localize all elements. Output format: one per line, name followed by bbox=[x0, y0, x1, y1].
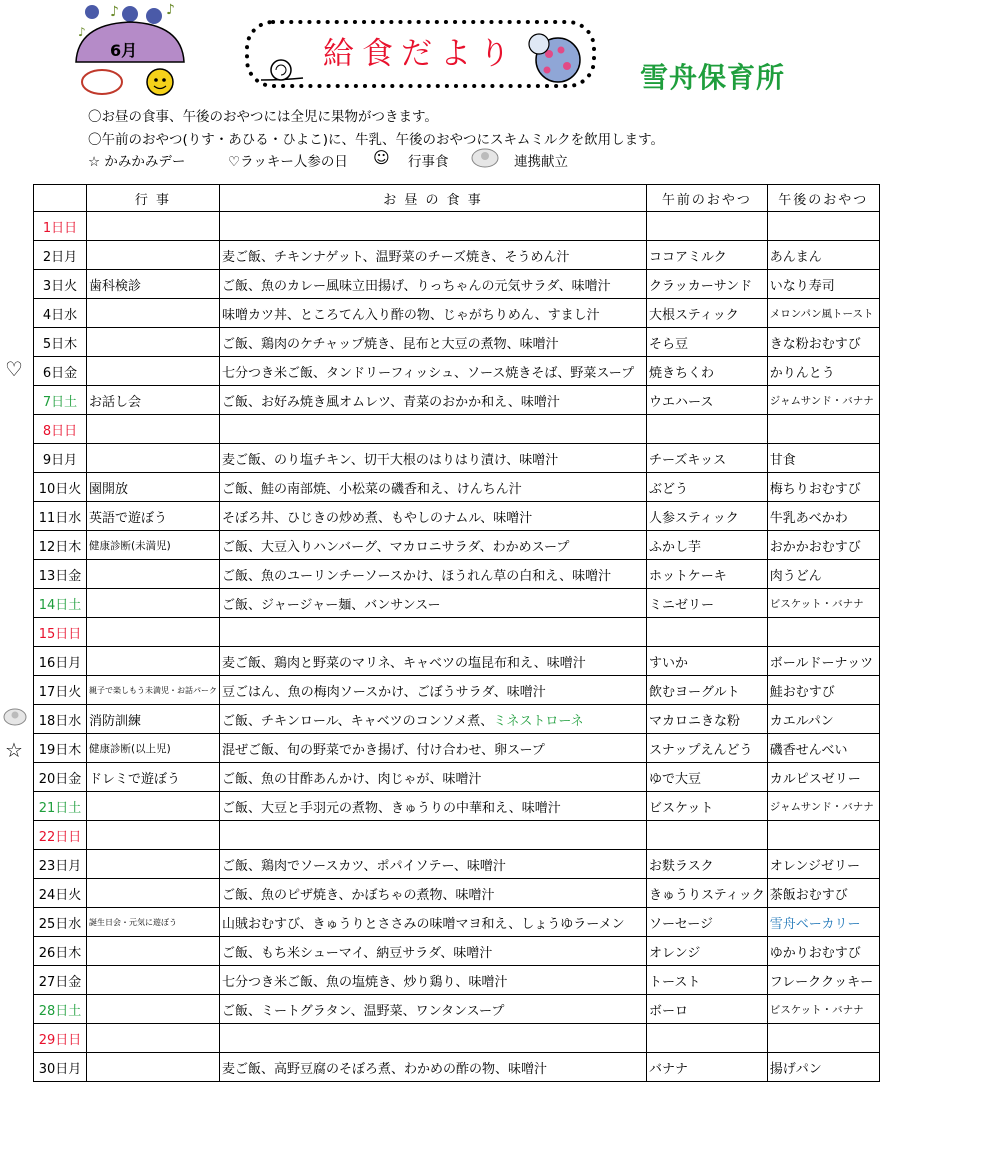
am-snack-cell: 大根スティック bbox=[647, 299, 768, 328]
table-row bbox=[34, 850, 880, 879]
lunch-cell bbox=[220, 241, 647, 270]
heart-mark: ♡ bbox=[5, 357, 23, 381]
table-row bbox=[34, 763, 880, 792]
am-snack-cell: ホットケーキ bbox=[647, 560, 768, 589]
pm-snack-cell: カエルパン bbox=[767, 705, 879, 734]
header-lunch: お 昼 の 食 事 bbox=[220, 185, 647, 212]
lunch-cell bbox=[220, 1024, 647, 1053]
header-event: 行 事 bbox=[87, 185, 220, 212]
date-cell: 11日水 bbox=[34, 502, 87, 531]
am-snack-cell bbox=[647, 821, 768, 850]
lunch-text: ご飯、チキンロール、キャベツのコンソメ煮、 bbox=[222, 713, 494, 729]
lunch-text: 麦ご飯、鶏肉と野菜のマリネ、キャベツの塩昆布和え、味噌汁 bbox=[222, 655, 586, 671]
date-cell: 23日月 bbox=[34, 850, 87, 879]
am-snack-cell bbox=[647, 415, 768, 444]
lunch-text: ご飯、魚のカレー風味立田揚げ、りっちゃんの元気サラダ、味噌汁 bbox=[222, 278, 611, 294]
grape-icon bbox=[146, 8, 162, 24]
lunch-cell bbox=[220, 386, 647, 415]
pm-snack-cell: 鮭おむすび bbox=[767, 676, 879, 705]
am-snack-cell: すいか bbox=[647, 647, 768, 676]
event-cell bbox=[87, 444, 220, 473]
lunch-cell bbox=[220, 937, 647, 966]
event-cell bbox=[87, 415, 220, 444]
lunch-extra-text: ミネストローネ bbox=[493, 713, 584, 729]
lunch-cell bbox=[220, 502, 647, 531]
lunch-cell bbox=[220, 995, 647, 1024]
smile-icon: ☺ bbox=[373, 148, 390, 167]
fairy-icon bbox=[2, 706, 28, 732]
svg-text:♪: ♪ bbox=[78, 25, 86, 39]
pm-snack-cell: カルピスゼリー bbox=[767, 763, 879, 792]
pm-snack-cell: 梅ちりおむすび bbox=[767, 473, 879, 502]
lunch-cell bbox=[220, 705, 647, 734]
date-cell: 30日月 bbox=[34, 1053, 87, 1082]
date-cell: 12日木 bbox=[34, 531, 87, 560]
lunch-text: 豆ごはん、魚の梅肉ソースかけ、ごぼうサラダ、味噌汁 bbox=[222, 684, 546, 700]
date-cell: 22日日 bbox=[34, 821, 87, 850]
am-snack-cell: ボーロ bbox=[647, 995, 768, 1024]
table-row bbox=[34, 473, 880, 502]
header-date bbox=[34, 185, 87, 212]
event-cell: お話し会 bbox=[87, 386, 220, 415]
date-cell: 14日土 bbox=[34, 589, 87, 618]
lunch-text: 混ぜご飯、旬の野菜でかき揚げ、付け合わせ、卵スープ bbox=[222, 742, 545, 758]
lunch-cell bbox=[220, 618, 647, 647]
event-cell bbox=[87, 966, 220, 995]
event-cell bbox=[87, 589, 220, 618]
table-row bbox=[34, 560, 880, 589]
pm-snack-cell bbox=[767, 1024, 879, 1053]
table-header-row bbox=[34, 185, 880, 212]
title-banner bbox=[243, 18, 598, 90]
lunch-text: 山賊おむすび、きゅうりとささみの味噌マヨ和え、しょうゆラーメン bbox=[222, 916, 625, 932]
date-cell: 28日土 bbox=[34, 995, 87, 1024]
am-snack-cell: ココアミルク bbox=[647, 241, 768, 270]
event-cell: 健康診断(未満児) bbox=[87, 531, 220, 560]
table-row bbox=[34, 879, 880, 908]
header-am-snack: 午前のおやつ bbox=[647, 185, 768, 212]
lunch-cell bbox=[220, 966, 647, 995]
legend-kamikami: ☆ かみかみデー bbox=[88, 154, 186, 170]
am-snack-cell bbox=[647, 212, 768, 241]
table-row bbox=[34, 618, 880, 647]
lunch-text: 麦ご飯、高野豆腐のそぼろ煮、わかめの酢の物、味噌汁 bbox=[222, 1061, 548, 1077]
table-row bbox=[34, 908, 880, 937]
am-snack-cell: 飲むヨーグルト bbox=[647, 676, 768, 705]
am-snack-cell: きゅうりスティック bbox=[647, 879, 768, 908]
lunch-text: ご飯、鶏肉のケチャップ焼き、昆布と大豆の煮物、味噌汁 bbox=[222, 336, 559, 352]
lunch-cell bbox=[220, 531, 647, 560]
table-row bbox=[34, 647, 880, 676]
lunch-cell bbox=[220, 763, 647, 792]
am-snack-cell: バナナ bbox=[647, 1053, 768, 1082]
lunch-text: ご飯、魚のピザ焼き、かぼちゃの煮物、味噌汁 bbox=[222, 887, 495, 903]
date-cell: 3日火 bbox=[34, 270, 87, 299]
legend-lucky-carrot: ♡ラッキー人参の日 bbox=[228, 154, 348, 170]
legend-renkei: 連携献立 bbox=[514, 154, 568, 170]
event-cell bbox=[87, 618, 220, 647]
pm-snack-cell: ゆかりおむすび bbox=[767, 937, 879, 966]
lunch-text: 味噌カツ丼、ところてん入り酢の物、じゃがちりめん、すまし汁 bbox=[222, 307, 600, 323]
svg-text:♪: ♪ bbox=[110, 4, 119, 20]
am-snack-cell: ぶどう bbox=[647, 473, 768, 502]
date-cell: 7日土 bbox=[34, 386, 87, 415]
event-cell bbox=[87, 1053, 220, 1082]
lunch-text: ご飯、ジャージャー麺、バンサンスー bbox=[222, 597, 441, 613]
event-cell bbox=[87, 560, 220, 589]
am-snack-cell: 焼きちくわ bbox=[647, 357, 768, 386]
lunch-cell bbox=[220, 299, 647, 328]
legend-event-meal: 行事食 bbox=[408, 154, 449, 170]
table-row bbox=[34, 531, 880, 560]
pm-snack-cell: いなり寿司 bbox=[767, 270, 879, 299]
page-title: 給食だより bbox=[323, 36, 518, 72]
event-cell bbox=[87, 995, 220, 1024]
event-cell bbox=[87, 647, 220, 676]
lunch-cell bbox=[220, 473, 647, 502]
event-cell bbox=[87, 937, 220, 966]
date-cell: 13日金 bbox=[34, 560, 87, 589]
event-cell bbox=[87, 212, 220, 241]
fairy-icon bbox=[470, 146, 500, 174]
note-milk: 〇午前のおやつ(りす・あひる・ひよこ)に、牛乳、午後のおやつにスキムミルクを飲用します。 bbox=[88, 132, 665, 148]
event-cell: 誕生日会・元気に遊ぼう bbox=[87, 908, 220, 937]
table-row bbox=[34, 357, 880, 386]
pm-snack-cell: 肉うどん bbox=[767, 560, 879, 589]
event-cell: 消防訓練 bbox=[87, 705, 220, 734]
event-cell: 園開放 bbox=[87, 473, 220, 502]
date-cell: 10日火 bbox=[34, 473, 87, 502]
event-cell bbox=[87, 1024, 220, 1053]
event-cell: 健康診断(以上児) bbox=[87, 734, 220, 763]
svg-text:♪: ♪ bbox=[166, 2, 175, 18]
grape-icon bbox=[85, 5, 99, 19]
date-cell: 29日日 bbox=[34, 1024, 87, 1053]
lunch-text: そぼろ丼、ひじきの炒め煮、もやしのナムル、味噌汁 bbox=[222, 510, 533, 526]
header-pm-snack: 午後のおやつ bbox=[767, 185, 879, 212]
pm-snack-cell: メロンパン風トースト bbox=[767, 299, 879, 328]
event-cell bbox=[87, 850, 220, 879]
table-row bbox=[34, 415, 880, 444]
event-cell: 歯科検診 bbox=[87, 270, 220, 299]
umbrella-logo bbox=[72, 2, 192, 98]
school-name: 雪舟保育所 bbox=[640, 61, 786, 94]
pm-snack-cell: きな粉おむすび bbox=[767, 328, 879, 357]
lunch-text: ご飯、お好み焼き風オムレツ、青菜のおかか和え、味噌汁 bbox=[222, 394, 560, 410]
table-row bbox=[34, 589, 880, 618]
am-snack-cell: ゆで大豆 bbox=[647, 763, 768, 792]
table-row bbox=[34, 734, 880, 763]
table-row bbox=[34, 212, 880, 241]
pm-snack-cell: かりんとう bbox=[767, 357, 879, 386]
pm-snack-cell: 甘食 bbox=[767, 444, 879, 473]
table-row bbox=[34, 792, 880, 821]
lunch-cell bbox=[220, 734, 647, 763]
am-snack-cell: ミニゼリー bbox=[647, 589, 768, 618]
lunch-text: ご飯、鶏肉でソースカツ、ポパイソテー、味噌汁 bbox=[222, 858, 506, 874]
table-row bbox=[34, 705, 880, 734]
table-row bbox=[34, 502, 880, 531]
lunch-cell bbox=[220, 270, 647, 299]
lunch-text: 麦ご飯、チキンナゲット、温野菜のチーズ焼き、そうめん汁 bbox=[222, 249, 570, 265]
table-row bbox=[34, 299, 880, 328]
lunch-cell bbox=[220, 328, 647, 357]
pm-snack-cell bbox=[767, 212, 879, 241]
pm-snack-cell: 揚げパン bbox=[767, 1053, 879, 1082]
event-cell bbox=[87, 241, 220, 270]
am-snack-cell: 人参スティック bbox=[647, 502, 768, 531]
pm-snack-cell: フレーククッキー bbox=[767, 966, 879, 995]
lunch-cell bbox=[220, 676, 647, 705]
pm-snack-cell: 牛乳あべかわ bbox=[767, 502, 879, 531]
date-cell: 8日日 bbox=[34, 415, 87, 444]
pm-snack-cell: ビスケット・バナナ bbox=[767, 589, 879, 618]
pm-snack-cell: 磯香せんべい bbox=[767, 734, 879, 763]
lunch-text: 七分つき米ご飯、魚の塩焼き、炒り鶏り、味噌汁 bbox=[222, 974, 508, 990]
am-snack-cell: チーズキッス bbox=[647, 444, 768, 473]
lunch-text: ご飯、ミートグラタン、温野菜、ワンタンスープ bbox=[222, 1003, 505, 1019]
am-snack-cell: ソーセージ bbox=[647, 908, 768, 937]
grape-icon bbox=[122, 6, 138, 22]
table-row bbox=[34, 386, 880, 415]
am-snack-cell bbox=[647, 618, 768, 647]
lunch-cell bbox=[220, 589, 647, 618]
am-snack-cell: マカロニきな粉 bbox=[647, 705, 768, 734]
am-snack-cell: スナップえんどう bbox=[647, 734, 768, 763]
lunch-cell bbox=[220, 647, 647, 676]
lunch-cell bbox=[220, 357, 647, 386]
pm-snack-cell: おかかおむすび bbox=[767, 531, 879, 560]
pm-snack-cell: 茶飯おむすび bbox=[767, 879, 879, 908]
date-cell: 5日木 bbox=[34, 328, 87, 357]
date-cell: 26日木 bbox=[34, 937, 87, 966]
pm-snack-cell: 雪舟ベーカリー bbox=[767, 908, 879, 937]
am-snack-cell: クラッカーサンド bbox=[647, 270, 768, 299]
pm-snack-cell: ジャムサンド・バナナ bbox=[767, 386, 879, 415]
lunch-text: ご飯、もち米シューマイ、納豆サラダ、味噌汁 bbox=[222, 945, 493, 961]
month-label: 6月 bbox=[110, 41, 138, 60]
lunch-cell bbox=[220, 850, 647, 879]
date-cell: 25日水 bbox=[34, 908, 87, 937]
event-cell bbox=[87, 328, 220, 357]
date-cell: 15日日 bbox=[34, 618, 87, 647]
table-row bbox=[34, 821, 880, 850]
date-cell: 17日火 bbox=[34, 676, 87, 705]
table-row bbox=[34, 937, 880, 966]
am-snack-cell bbox=[647, 1024, 768, 1053]
am-snack-cell: オレンジ bbox=[647, 937, 768, 966]
event-cell bbox=[87, 357, 220, 386]
table-row bbox=[34, 270, 880, 299]
date-cell: 24日火 bbox=[34, 879, 87, 908]
event-cell bbox=[87, 792, 220, 821]
date-cell: 27日金 bbox=[34, 966, 87, 995]
pm-snack-cell: ジャムサンド・バナナ bbox=[767, 792, 879, 821]
event-cell: ドレミで遊ぼう bbox=[87, 763, 220, 792]
note-fruit: 〇お昼の食事、午後のおやつには全児に果物がつきます。 bbox=[88, 109, 438, 125]
date-cell: 21日土 bbox=[34, 792, 87, 821]
table-row bbox=[34, 1024, 880, 1053]
am-snack-cell: ウエハース bbox=[647, 386, 768, 415]
lunch-cell bbox=[220, 879, 647, 908]
pm-snack-cell: ビスケット・バナナ bbox=[767, 995, 879, 1024]
lunch-text: ご飯、鮭の南部焼、小松菜の磯香和え、けんちん汁 bbox=[222, 481, 522, 497]
date-cell: 20日金 bbox=[34, 763, 87, 792]
lunch-cell bbox=[220, 908, 647, 937]
am-snack-cell: そら豆 bbox=[647, 328, 768, 357]
table-row bbox=[34, 328, 880, 357]
lunch-cell bbox=[220, 792, 647, 821]
event-cell bbox=[87, 879, 220, 908]
table-row bbox=[34, 966, 880, 995]
am-snack-cell: お麩ラスク bbox=[647, 850, 768, 879]
lunch-cell bbox=[220, 444, 647, 473]
lunch-text: ご飯、大豆と手羽元の煮物、きゅうりの中華和え、味噌汁 bbox=[222, 800, 561, 816]
pm-snack-cell: あんまん bbox=[767, 241, 879, 270]
table-row bbox=[34, 241, 880, 270]
event-cell: 英語で遊ぼう bbox=[87, 502, 220, 531]
date-cell: 1日日 bbox=[34, 212, 87, 241]
date-cell: 18日水 bbox=[34, 705, 87, 734]
am-snack-cell: ビスケット bbox=[647, 792, 768, 821]
pm-snack-cell bbox=[767, 618, 879, 647]
lunch-text: 麦ご飯、のり塩チキン、切干大根のはりはり漬け、味噌汁 bbox=[222, 452, 559, 468]
date-cell: 6日金 bbox=[34, 357, 87, 386]
lunch-text: 七分つき米ご飯、タンドリーフィッシュ、ソース焼きそば、野菜スープ bbox=[222, 365, 635, 381]
event-cell bbox=[87, 299, 220, 328]
event-cell: 親子で楽しもう未満児・お話パーク bbox=[87, 676, 220, 705]
table-row bbox=[34, 1053, 880, 1082]
date-cell: 16日月 bbox=[34, 647, 87, 676]
lunch-cell bbox=[220, 415, 647, 444]
star-mark: ☆ bbox=[5, 738, 23, 762]
am-snack-cell: ふかし芋 bbox=[647, 531, 768, 560]
event-cell bbox=[87, 821, 220, 850]
menu-table bbox=[33, 184, 880, 1082]
table-row bbox=[34, 444, 880, 473]
lunch-text: ご飯、魚の甘酢あんかけ、肉じゃが、味噌汁 bbox=[222, 771, 482, 787]
pm-snack-cell bbox=[767, 415, 879, 444]
date-cell: 4日水 bbox=[34, 299, 87, 328]
pm-snack-cell bbox=[767, 821, 879, 850]
pm-snack-cell: ボールドーナッツ bbox=[767, 647, 879, 676]
pm-snack-cell: オレンジゼリー bbox=[767, 850, 879, 879]
date-cell: 9日月 bbox=[34, 444, 87, 473]
lunch-text: ご飯、魚のユーリンチーソースかけ、ほうれん草の白和え、味噌汁 bbox=[222, 568, 612, 584]
lunch-cell bbox=[220, 1053, 647, 1082]
lunch-cell bbox=[220, 560, 647, 589]
date-cell: 2日月 bbox=[34, 241, 87, 270]
lunch-cell bbox=[220, 821, 647, 850]
am-snack-cell: トースト bbox=[647, 966, 768, 995]
table-row bbox=[34, 995, 880, 1024]
lunch-cell bbox=[220, 212, 647, 241]
lunch-text: ご飯、大豆入りハンバーグ、マカロニサラダ、わかめスープ bbox=[222, 539, 570, 555]
table-row bbox=[34, 676, 880, 705]
date-cell: 19日木 bbox=[34, 734, 87, 763]
